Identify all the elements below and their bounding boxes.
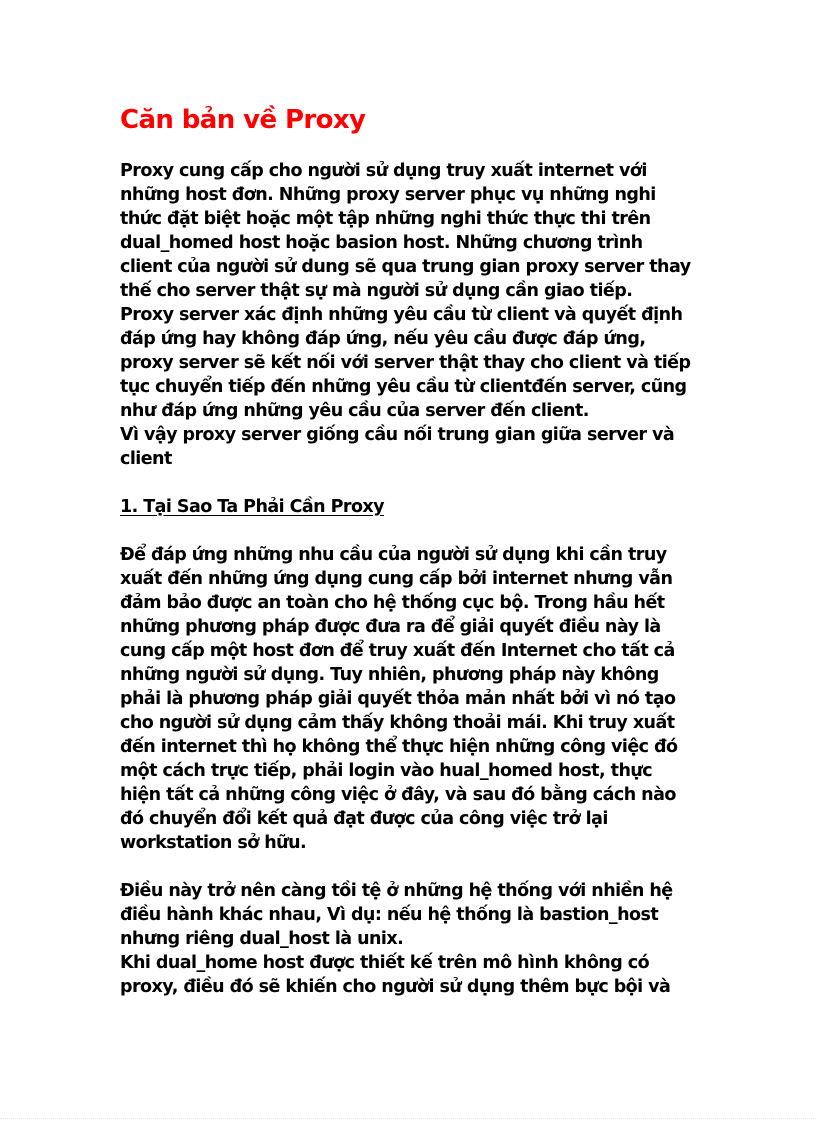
closing-line: Khi dual_home host được thiết kế trên mô hình không có — [120, 953, 650, 973]
section-line: Để đáp ứng những nhu cầu của người sử dụng khi cần truy — [120, 545, 667, 565]
intro-line: client — [120, 449, 172, 469]
section-line: những phương pháp được đưa ra để giải quyết điều này là — [120, 617, 661, 637]
intro-line: Proxy server xác định những yêu cầu từ client và quyết định — [120, 305, 683, 325]
section-line: đảm bảo được an toàn cho hệ thống cục bộ. Trong hầu hết — [120, 593, 665, 613]
intro-line: thức đặt biệt hoặc một tập những nghi thức thực thi trên — [120, 209, 651, 229]
section-line: đó chuyển đổi kết quả đạt được của công việc trở lại — [120, 809, 608, 829]
intro-line: thế cho server thật sự mà người sử dụng cần giao tiếp. — [120, 281, 633, 301]
section-line: một cách trực tiếp, phải login vào hual_homed host, thực — [120, 761, 653, 781]
intro-line: tục chuyển tiếp đến những yêu cầu từ clientđến server, cũng — [120, 377, 687, 397]
section-line: xuất đến những ứng dụng cung cấp bởi internet nhưng vẫn — [120, 569, 673, 589]
intro-line: proxy server sẽ kết nối với server thật thay cho client và tiếp — [120, 353, 691, 373]
intro-line: dual_homed host hoặc basion host. Những chương trình — [120, 233, 643, 253]
closing-line: nhưng riêng dual_host là unix. — [120, 929, 404, 949]
intro-line: Proxy cung cấp cho người sử dụng truy xuất internet với — [120, 161, 647, 181]
intro-line: client của người sử dung sẽ qua trung gian proxy server thay — [120, 257, 691, 277]
section-heading: 1. Tại Sao Ta Phải Cần Proxy — [120, 497, 385, 517]
section-line: cung cấp một host đơn để truy xuất đến Internet cho tất cả — [120, 641, 675, 661]
section-line: đến internet thì họ không thể thực hiện những công việc đó — [120, 737, 678, 757]
section-line: workstation sở hữu. — [120, 833, 307, 853]
closing-line: Điều này trở nên càng tồi tệ ở những hệ thống với nhiền hệ — [120, 881, 673, 901]
page-edge-divider — [0, 1118, 816, 1119]
section-line: cho người sử dụng cảm thấy không thoải mái. Khi truy xuất — [120, 713, 675, 733]
closing-line: proxy, điều đó sẽ khiến cho người sử dụng thêm bực bội và — [120, 977, 671, 997]
intro-line: như đáp ứng những yêu cầu của server đến client. — [120, 401, 589, 421]
intro-line: đáp ứng hay không đáp ứng, nếu yêu cầu được đáp ứng, — [120, 329, 646, 349]
intro-line: những host đơn. Những proxy server phục vụ những nghi — [120, 185, 656, 205]
intro-line: Vì vậy proxy server giống cầu nối trung gian giữa server và — [120, 425, 675, 445]
section-line: phải là phương pháp giải quyết thỏa mản nhất bởi vì nó tạo — [120, 689, 676, 709]
closing-line: điều hành khác nhau, Vì dụ: nếu hệ thống là bastion_host — [120, 905, 659, 925]
section-line: những người sử dụng. Tuy nhiên, phương pháp này không — [120, 665, 659, 685]
section-line: hiện tất cả những công việc ở đây, và sau đó bằng cách nào — [120, 785, 676, 805]
document-title: Căn bản về Proxy — [120, 105, 366, 135]
